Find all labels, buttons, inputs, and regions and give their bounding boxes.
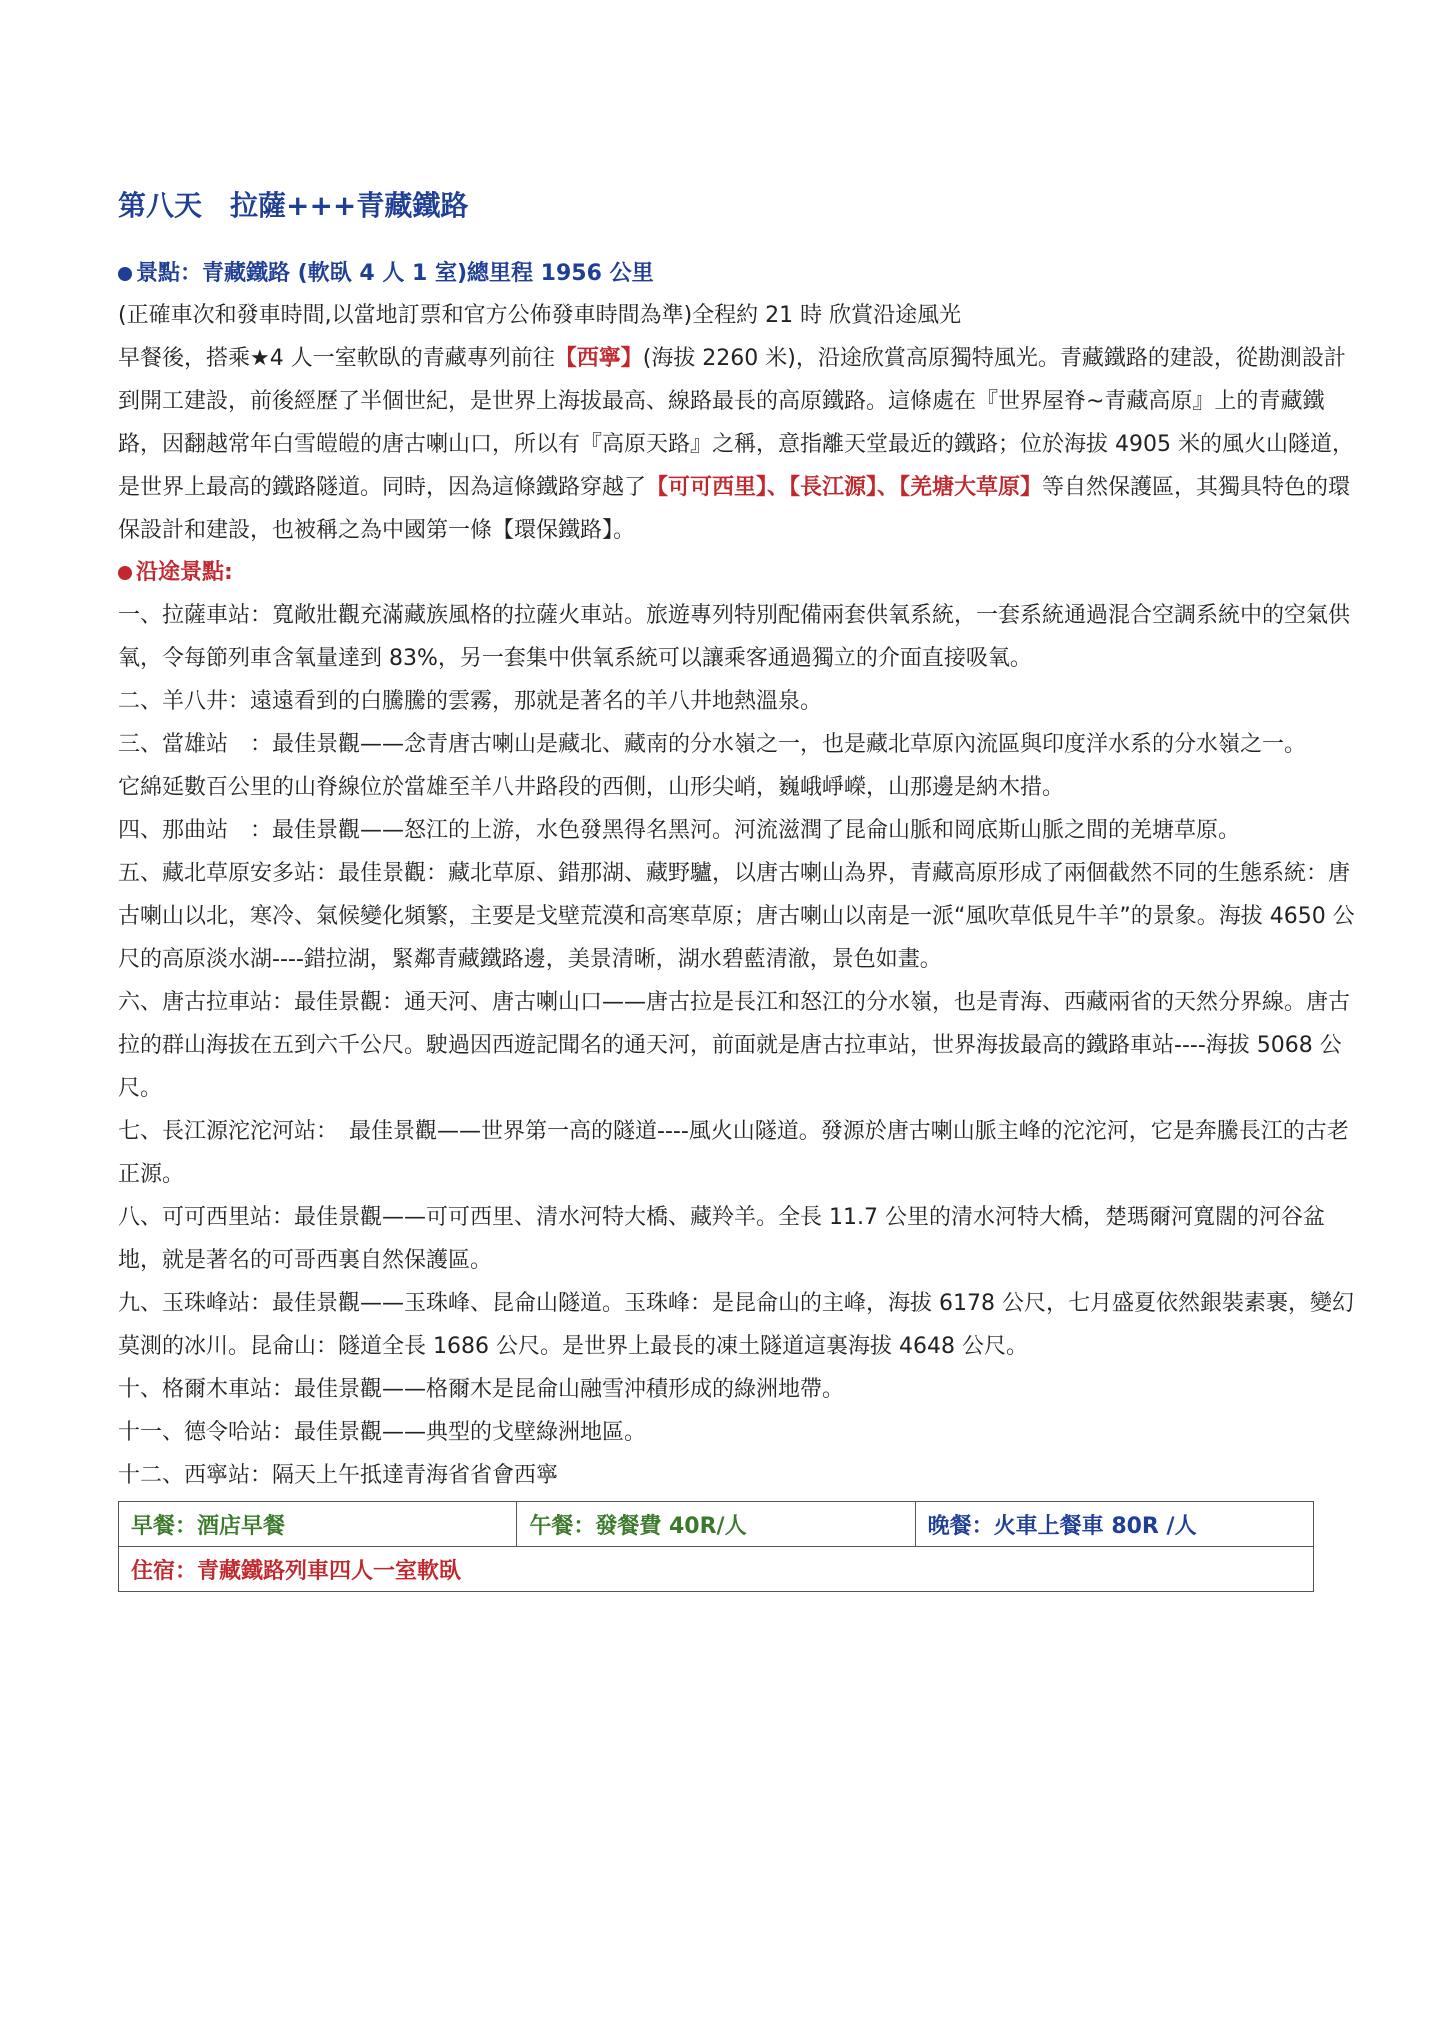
- reserves-highlight: 【可可西里】、【長江源】、【羌塘大草原】: [646, 475, 1043, 500]
- list-item: 四、那曲站 ：最佳景觀——怒江的上游，水色發黑得名黑河。河流滋潤了昆侖山脈和岡底斯山脈之間的羌塘草原。: [118, 818, 1241, 843]
- lodging-cell: 住宿：青藏鐵路列車四人一室軟臥: [119, 1547, 1314, 1592]
- list-item: 它綿延數百公里的山脊線位於當雄至羊八井路段的西側，山形尖峭，巍峨崢嶸，山那邊是納木措。: [118, 775, 1065, 800]
- list-item: 十、格爾木車站：最佳景觀——格爾木是昆侖山融雪沖積形成的綠洲地帶。: [118, 1377, 845, 1402]
- route-heading-text: 沿途景點:: [136, 560, 233, 585]
- table-row: [119, 1547, 1314, 1592]
- list-item: 五、藏北草原安多站：最佳景觀：藏北草原、錯那湖、藏野驢，以唐古喇山為界，青藏高原形成了兩個截然不同的生態系統：唐古喇山以北，寒冷、氣候變化頻繁，主要是戈壁荒漠和高寒草原；唐古喇山以南是一派“風吹草低見牛羊”的景象。海拔 4650 公尺的高原淡水湖----錯拉湖，緊鄰青藏鐵路邊，美景清晰，湖水碧藍清澈，景色如畫。: [118, 861, 1355, 972]
- route-stops: [118, 594, 1358, 1497]
- list-item: 二、羊八井：遠遠看到的白騰騰的雲霧，那就是著名的羊八井地熱溫泉。: [118, 689, 823, 714]
- lunch-cell: 午餐：發餐費 40R/人: [517, 1502, 915, 1547]
- list-item: 八、可可西里站：最佳景觀——可可西里、清水河特大橋、藏羚羊。全長 11.7 公里的清水河特大橋，楚瑪爾河寬闊的河谷盆地，就是著名的可哥西裏自然保護區。: [118, 1205, 1325, 1273]
- list-item: 九、玉珠峰站：最佳景觀——玉珠峰、昆侖山隧道。玉珠峰：是昆侖山的主峰，海拔 6178 公尺，七月盛夏依然銀裝素裹，變幻莫測的冰川。昆侖山：隧道全長 1686 公尺。是世界上最長的凍土隧道這裏海拔 4648 公尺。: [118, 1291, 1354, 1359]
- list-item: 三、當雄站 ：最佳景觀——念青唐古喇山是藏北、藏南的分水嶺之一，也是藏北草原內流區與印度洋水系的分水嶺之一。: [118, 732, 1307, 757]
- route-heading: [118, 552, 1358, 594]
- breakfast-cell: 早餐：酒店早餐: [119, 1502, 517, 1547]
- itinerary-content: [118, 186, 1358, 1592]
- bullet-icon: [118, 566, 132, 580]
- schedule-note: (正確車次和發車時間,以當地訂票和官方公佈發車時間為準)全程約 21 時 欣賞沿途風光: [118, 303, 962, 328]
- railway-description: [118, 337, 1358, 552]
- list-item: 六、唐古拉車站：最佳景觀：通天河、唐古喇山口——唐古拉是長江和怒江的分水嶺，也是青海、西藏兩省的天然分界線。唐古拉的群山海拔在五到六千公尺。駛過因西遊記聞名的通天河，前面就是唐古拉車站，世界海拔最高的鐵路車站----海拔 5068 公尺。: [118, 990, 1351, 1101]
- list-item: 十二、西寧站：隔天上午抵達青海省省會西寧: [118, 1463, 559, 1488]
- list-item: 一、拉薩車站：寬敞壯觀充滿藏族風格的拉薩火車站。旅遊專列特別配備兩套供氧系統，一套系統通過混合空調系統中的空氣供氧，令每節列車含氧量達到 83%，另一套集中供氧系統可以讓乘客通過獨立的介面直接吸氧。: [118, 603, 1351, 671]
- description-part-1: 早餐後，搭乘★4 人一室軟臥的青藏專列前往: [118, 346, 555, 371]
- description-part-2: (海拔 2260 米)，沿途欣賞高原獨特風光。青藏鐵路的建設，從勘測設計到開工建設，前後經歷了半個世紀，是世界上海拔最高、線路最長的高原鐵路。這條處在『世界屋脊~青藏高原』上的青藏鐵路，因翻越常年白雪皚皚的唐古喇山口，所以有『高原天路』之稱，意指離天堂最近的鐵路；位於海拔 4905 米的風火山隧道，是世界上最高的鐵路隧道。同時，因為這條鐵路穿越了: [118, 346, 1354, 500]
- list-item: 七、長江源沱沱河站： 最佳景觀——世界第一高的隧道----風火山隧道。發源於唐古喇山脈主峰的沱沱河，它是奔騰長江的古老正源。: [118, 1119, 1349, 1187]
- table-row: [119, 1502, 1314, 1547]
- bullet-icon: [118, 267, 132, 281]
- description-part-3: 等自然保護區，其獨具特色的環保設計和建設，也被稱之為中國第一條【環保鐵路】。: [118, 475, 1351, 543]
- day-title: 第八天 拉薩+++青藏鐵路: [118, 189, 469, 222]
- dinner-cell: 晚餐：火車上餐車 80R /人: [915, 1502, 1313, 1547]
- list-item: 十一、德令哈站：最佳景觀——典型的戈壁綠洲地區。: [118, 1420, 647, 1445]
- meals-table: [118, 1501, 1314, 1592]
- spot-heading-text: 景點：青藏鐵路 (軟臥 4 人 1 室)總里程 1956 公里: [136, 261, 654, 286]
- xining-highlight: 【西寧】: [554, 346, 643, 371]
- spot-heading: [118, 254, 1358, 294]
